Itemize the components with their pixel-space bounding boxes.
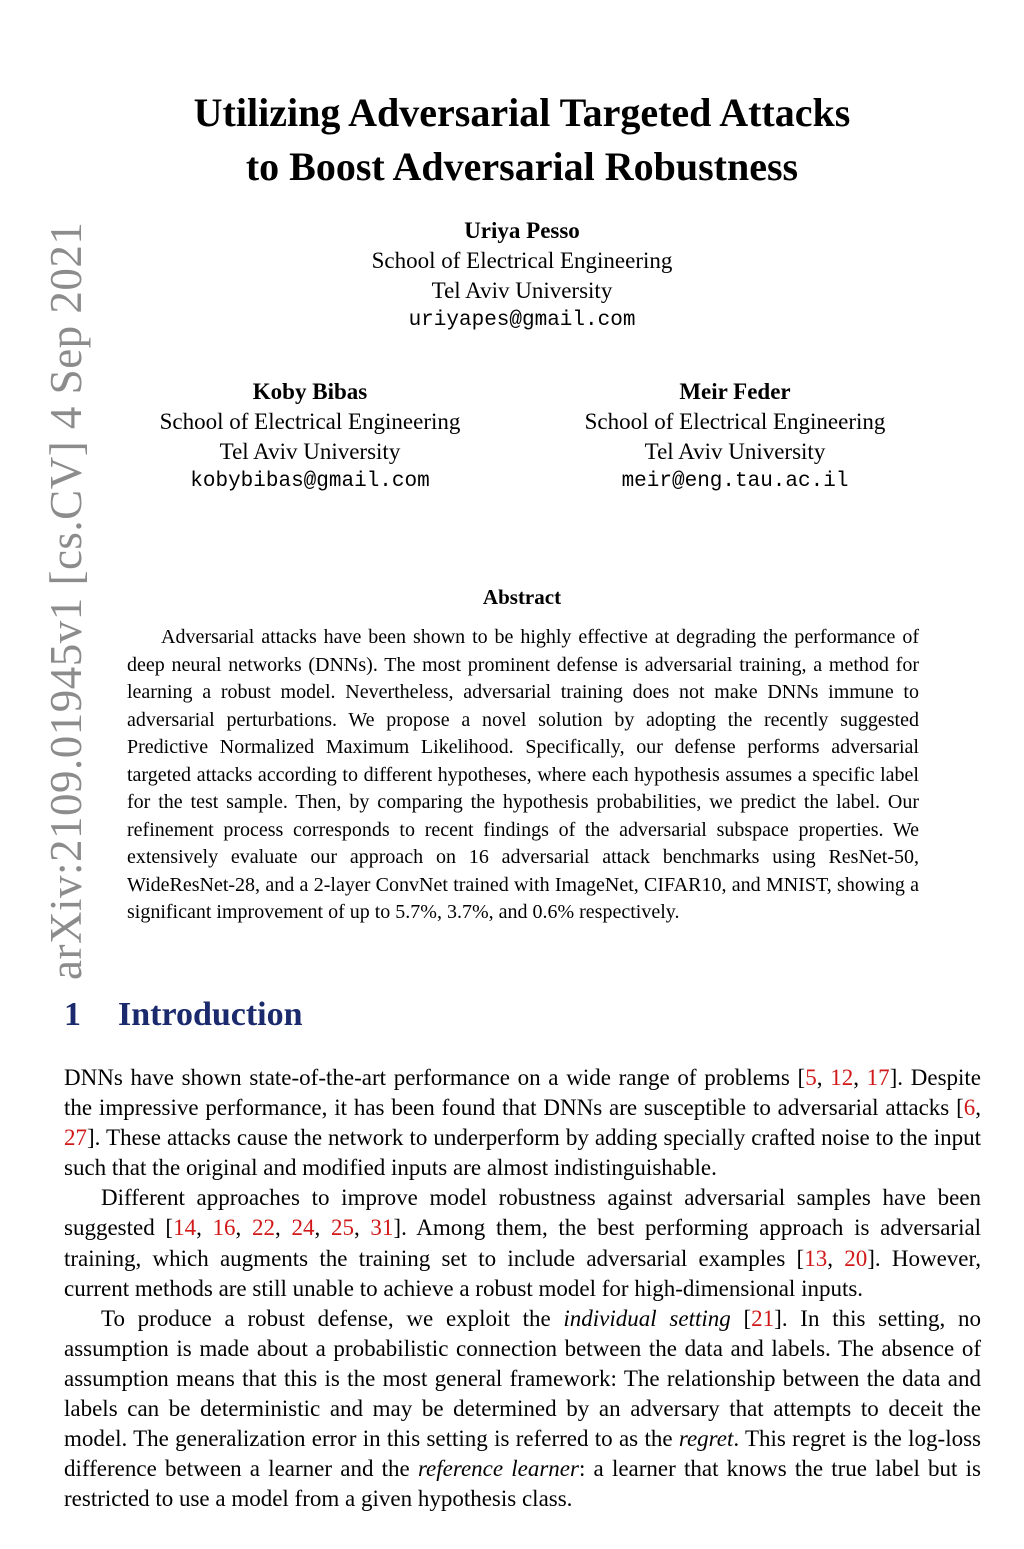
- citation-link[interactable]: 20: [844, 1245, 868, 1271]
- citation-link[interactable]: 31: [370, 1215, 394, 1241]
- paper-title: [0, 86, 1024, 194]
- author-affiliation: School of Electrical Engineering: [371, 248, 673, 273]
- citation-link[interactable]: 12: [830, 1065, 854, 1090]
- citation-link[interactable]: 17: [866, 1065, 890, 1090]
- title-line-1: Utilizing Adversarial Targeted Attacks: [193, 90, 851, 135]
- citation-link[interactable]: 21: [751, 1305, 775, 1331]
- author-email: kobybibas@gmail.com: [190, 470, 430, 493]
- citation-link[interactable]: 16: [212, 1215, 236, 1241]
- author-block: [110, 377, 510, 497]
- citation-link[interactable]: 22: [252, 1215, 276, 1241]
- abstract-body: Adversarial attacks have been shown to be highly effective at degrading the performance of deep neural networks (DNNs). The most prominent defense is adversarial training, a method for learning a robust model. Nevertheless, adversarial training does not make DNNs immune to adversarial perturbations. We propose a novel solution by adopting the recently suggested Predictive Normalized Maximum Likelihood. Specifically, our defense performs adversarial targeted attacks according to different hypotheses, where each hypothesis assumes a specific label for the test sample. Then, by comparing the hypothesis probabilities, we predict the label. Our refinement process corresponds to recent findings of the adversarial subspace properties. We extensively evaluate our approach on 16 adversarial attack benchmarks using ResNet-50, WideResNet-28, and a 2-layer ConvNet trained with ImageNet, CIFAR10, and MNIST, showing a significant improvement of up to 5.7%, 3.7%, and 0.6% respectively.: [127, 626, 919, 923]
- section-body: [64, 1063, 981, 1514]
- author-block: [535, 377, 935, 497]
- emphasis: regret: [678, 1426, 734, 1452]
- section-number: 1: [64, 996, 81, 1033]
- paragraph: To produce a robust defense, we exploit the individual setting [21]. In this setting, no assumption is made about a probabilistic connection between the data and labels. The absence of assumption means that this is the most general framework: The relationship between the data and labels can be deterministic and may be determined by an adversary that attempts to deceit the model. The generalization error in this setting is referred to as the regret. This regret is the log-loss difference between a learner and the reference learner: a learner that knows the true label but is restricted to use a model from a given hypothesis class.: [64, 1305, 981, 1512]
- arxiv-stamp: arXiv:2109.01945v1 [cs.CV] 4 Sep 2021: [41, 221, 91, 980]
- paragraph: DNNs have shown state-of-the-art performance on a wide range of problems [5, 12, 17]. Despite the impressive performance, it has been found that DNNs are susceptible to adversarial attacks [6, 27]. These attacks cause the network to underperform by adding specially crafted noise to the input such that the original and modified inputs are almost indistinguishable.: [64, 1065, 982, 1181]
- author-name: Uriya Pesso: [464, 218, 580, 243]
- citation-link[interactable]: 5: [805, 1065, 817, 1090]
- paragraph: Different approaches to improve model robustness against adversarial samples have been suggested [14, 16, 22, 24, 25, 31]. Among them, the best performing approach is adversarial training, which augments the training set to include adversarial examples [13, 20]. However, current methods are still unable to achieve a robust model for high-dimensional inputs.: [64, 1185, 982, 1301]
- citation-link[interactable]: 13: [804, 1245, 828, 1271]
- emphasis: reference learner: [417, 1456, 579, 1482]
- citation-link[interactable]: 25: [330, 1215, 354, 1241]
- emphasis: individual setting: [563, 1305, 731, 1331]
- abstract-heading: Abstract: [482, 585, 562, 609]
- author-university: Tel Aviv University: [644, 439, 826, 464]
- author-name: Meir Feder: [679, 379, 791, 404]
- author-affiliation: School of Electrical Engineering: [584, 409, 886, 434]
- author-university: Tel Aviv University: [431, 278, 613, 303]
- citation-link[interactable]: 14: [173, 1215, 197, 1241]
- citation-link[interactable]: 24: [291, 1215, 315, 1241]
- title-line-2: to Boost Adversarial Robustness: [245, 144, 799, 189]
- author-name: Koby Bibas: [252, 379, 368, 404]
- section-title: Introduction: [118, 996, 303, 1033]
- author-affiliation: School of Electrical Engineering: [159, 409, 461, 434]
- author-university: Tel Aviv University: [219, 439, 401, 464]
- author-email: uriyapes@gmail.com: [408, 309, 636, 332]
- citation-link[interactable]: 6: [963, 1095, 976, 1121]
- author-block: [322, 216, 722, 336]
- section-heading: [64, 996, 303, 1034]
- citation-link[interactable]: 27: [64, 1125, 87, 1151]
- author-email: meir@eng.tau.ac.il: [621, 470, 849, 493]
